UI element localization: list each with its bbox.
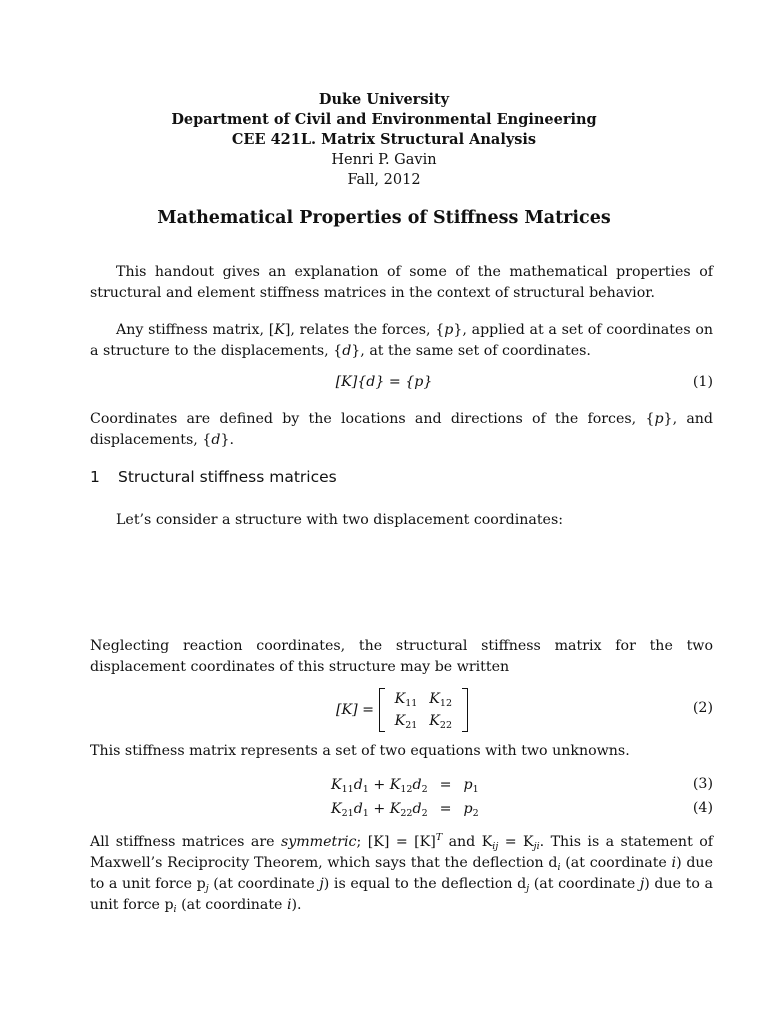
university-name: Duke University (318, 91, 450, 108)
term: Fall, 2012 (347, 172, 421, 188)
equation-2: [K] = $K_{11}$ $K_{12}$ $K_{21}$ $K_{22}$ (336, 688, 468, 732)
section-1-paragraph-4: All stiffness matrices are symmetric; $[K] = [K]^T$ and $K_{ij} = K_{ji}$. This is a statement of Maxwell’s Reciprocity Theorem, which says that the deflection $d_i$ (at coordinate i) due to a unit force $p_j$ (at coordinate j) is equal to the deflection $d_j$ (at coordinate j) due to a unit force $p_i$ (at coordinate i). (90, 832, 713, 915)
intro-paragraph-2: Any stiffness matrix, [K], relates the forces, {p}, applied at a set of coordinates on a structure to the displacements, {d}, at the same set of coordinates. (90, 322, 714, 359)
intro-paragraph-1: This handout gives an explanation of some of the mathematical properties of structural and element stiffness matrices in the context of structural behavior. (90, 264, 713, 301)
equation-4: $K_{21}d_1 + K_{22}d_2$ = $p_2$ (331, 801, 479, 819)
department-name: Department of Civil and Environmental Engineering (171, 111, 597, 128)
section-1-paragraph-1: Let’s consider a structure with two displacement coordinates: (116, 512, 564, 528)
equation-1: [K]{d} = {p} (335, 374, 433, 390)
equation-3: $K_{11}d_1 + K_{12}d_2$ = $p_1$ (331, 777, 479, 795)
equation-4-number: (4) (692, 800, 713, 816)
document-title: Mathematical Properties of Stiffness Matrices (157, 208, 611, 228)
section-1-paragraph-3: This stiffness matrix represents a set of two equations with two unknowns. (90, 743, 630, 759)
author-name: Henri P. Gavin (331, 152, 437, 168)
figure-placeholder (90, 540, 713, 630)
stiffness-matrix: $K_{11}$ $K_{12}$ $K_{21}$ $K_{22}$ (379, 688, 468, 732)
section-1-paragraph-2: Neglecting reaction coordinates, the structural stiffness matrix for the two displacement coordinates of this structure may be written (90, 638, 713, 675)
section-number: 1 (90, 468, 100, 486)
section-title: Structural stiffness matrices (118, 468, 337, 486)
coordinates-paragraph: Coordinates are defined by the locations and directions of the forces, {p}, and displacements, {d}. (90, 411, 713, 448)
section-1-heading (90, 468, 337, 486)
equations-3-4 (325, 773, 485, 821)
equation-1-number: (1) (692, 374, 713, 390)
equation-3-number: (3) (692, 776, 713, 792)
equation-2-number: (2) (692, 700, 713, 716)
course-name: CEE 421L. Matrix Structural Analysis (231, 131, 537, 148)
